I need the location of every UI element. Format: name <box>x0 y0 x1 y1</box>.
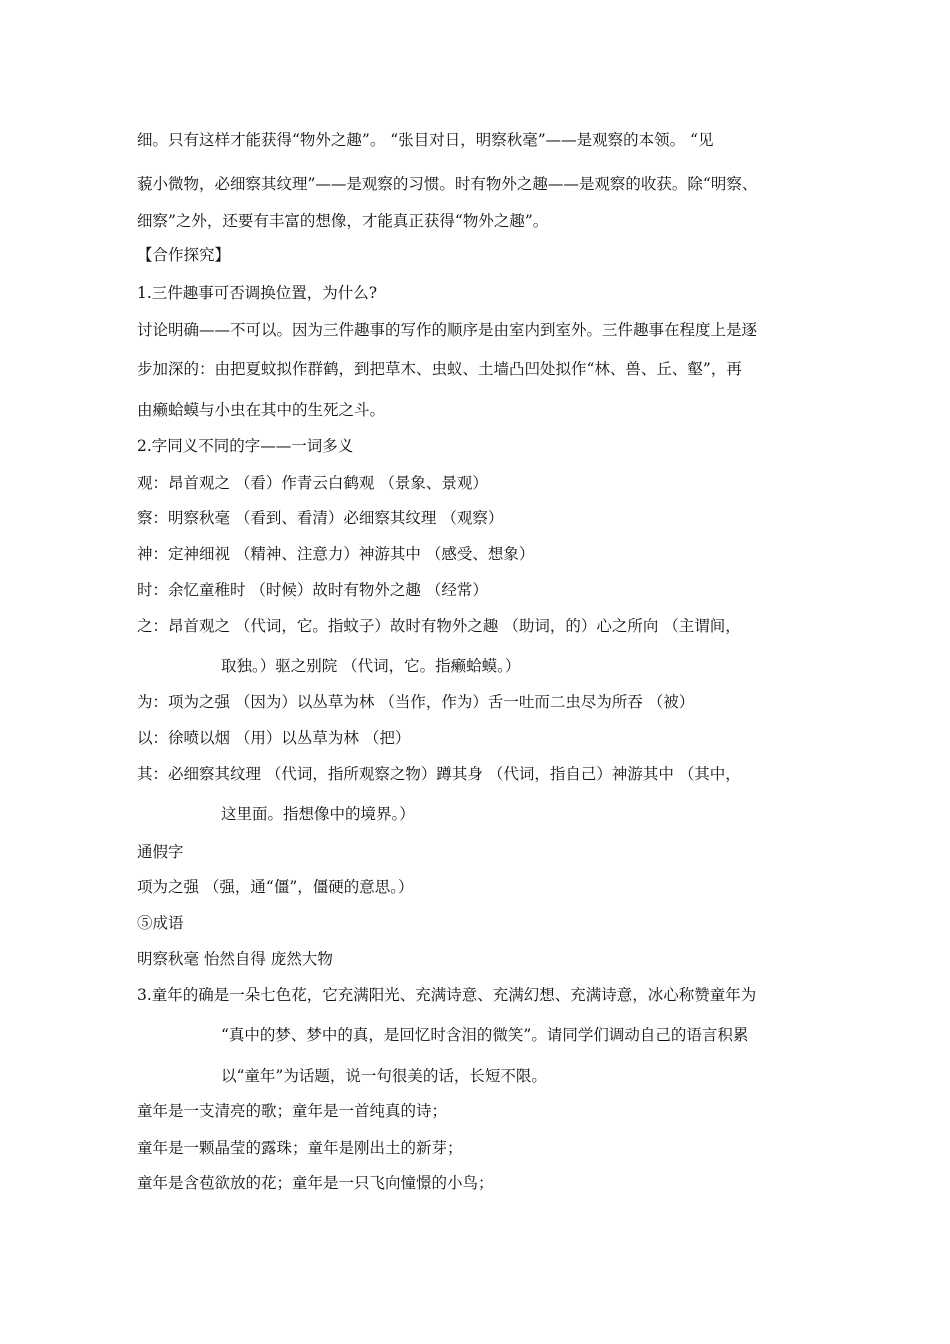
childhood-answer-2: 童年是一颗晶莹的露珠；童年是刚出土的新芽； <box>137 1139 463 1157</box>
intro-line-2: 藐小微物，必细察其纹理”——是观察的习惯。时有物外之趣——是观察的收获。除“明察、 <box>137 175 758 193</box>
polysemy-entry-zhi: 之：昂首观之 （代词，它。指蚊子）故时有物外之趣 （助词，的）心之所向 （主谓间， <box>137 617 741 635</box>
tongjia-entry: 项为之强 （强，通“僵”，僵硬的意思。） <box>137 878 414 896</box>
polysemy-entry-shi: 时：余忆童稚时 （时候）故时有物外之趣 （经常） <box>137 581 488 599</box>
answer-1-line-3: 由癞蛤蟆与小虫在其中的生死之斗。 <box>137 401 386 419</box>
polysemy-entry-zhi-cont: 取独。）驱之别院 （代词，它。指癞蛤蟆。） <box>221 657 521 675</box>
tongjia-title: 通假字 <box>137 843 184 861</box>
section-heading: 【合作探究】 <box>137 246 231 264</box>
question-3-line-3: 以“童年”为话题，说一句很美的话，长短不限。 <box>221 1067 547 1085</box>
polysemy-entry-shen: 神：定神细视 （精神、注意力）神游其中 （感受、想象） <box>137 545 535 563</box>
polysemy-entry-qi: 其：必细察其纹理 （代词，指所观察之物）蹲其身 （代词，指自己）神游其中 （其中， <box>137 765 741 783</box>
idioms-list: 明察秋毫 怡然自得 庞然大物 <box>137 950 333 968</box>
polysemy-entry-guan: 观：昂首观之 （看）作青云白鹤观 （景象、景观） <box>137 474 488 492</box>
question-3-line-2: “真中的梦、梦中的真，是回忆时含泪的微笑”。请同学们调动自己的语言积累 <box>221 1026 749 1044</box>
childhood-answer-1: 童年是一支清亮的歌；童年是一首纯真的诗； <box>137 1102 448 1120</box>
polysemy-entry-wei: 为：项为之强 （因为）以丛草为林 （当作，作为）舌一吐而二虫尽为所吞 （被） <box>137 693 695 711</box>
answer-1-line-1: 讨论明确——不可以。因为三件趣事的写作的顺序是由室内到室外。三件趣事在程度上是逐 <box>137 321 758 339</box>
question-3-line-1: 3.童年的确是一朵七色花，它充满阳光、充满诗意、充满幻想、充满诗意，冰心称赞童年为 <box>137 986 757 1004</box>
intro-line-1: 细。只有这样才能获得“物外之趣”。 “张目对日，明察秋毫”——是观察的本领。 “见 <box>137 131 714 149</box>
polysemy-entry-cha: 察：明察秋毫 （看到、看清）必细察其纹理 （观察） <box>137 509 504 527</box>
childhood-answer-3: 童年是含苞欲放的花；童年是一只飞向憧憬的小鸟； <box>137 1174 494 1192</box>
polysemy-entry-qi-cont: 这里面。指想像中的境界。） <box>221 805 415 823</box>
answer-1-line-2: 步加深的：由把夏蚊拟作群鹤，到把草木、虫蚁、土墙凸凹处拟作“林、兽、丘、壑”，再 <box>137 360 742 378</box>
question-1: 1.三件趣事可否调换位置，为什么? <box>137 284 378 302</box>
polysemy-entry-yi: 以：徐喷以烟 （用）以丛草为林 （把） <box>137 729 411 747</box>
question-2-title: 2.字同义不同的字——一词多义 <box>137 437 354 455</box>
intro-line-3: 细察”之外，还要有丰富的想像，才能真正获得“物外之趣”。 <box>137 212 549 230</box>
idioms-title: ⑤成语 <box>137 914 184 932</box>
